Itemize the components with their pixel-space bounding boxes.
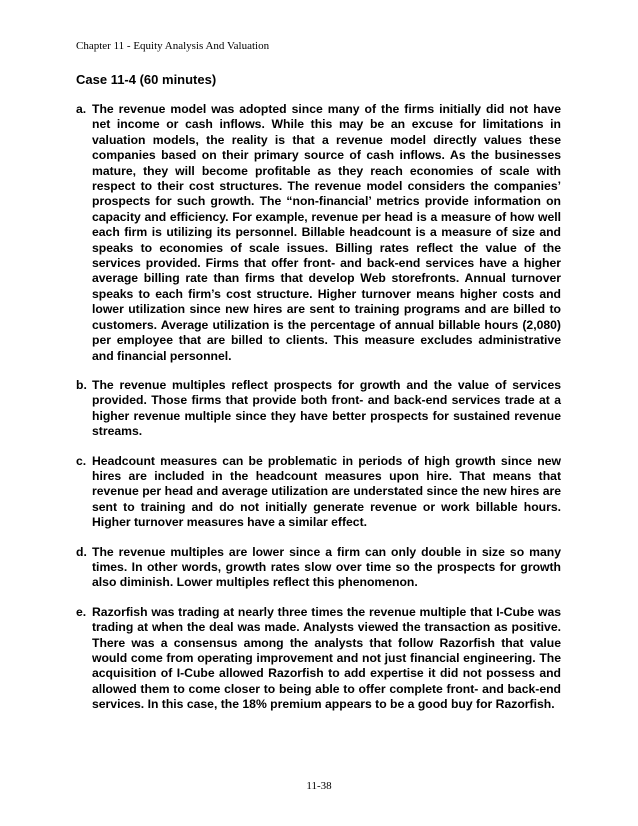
answer-a xyxy=(76,102,561,364)
answer-letter: a. xyxy=(76,102,87,116)
answer-letter: c. xyxy=(76,453,87,468)
answer-d xyxy=(76,545,561,591)
answer-e xyxy=(76,605,561,713)
page-number: 11-38 xyxy=(306,780,332,792)
answer-letter: d. xyxy=(76,544,87,559)
chapter-header: Chapter 11 - Equity Analysis And Valuation xyxy=(76,40,270,52)
answer-list xyxy=(76,102,561,727)
answer-text: Headcount measures can be problematic in periods of high growth since new hires are included in the headcount measures upon hire. That means that revenue per head and average utilization are understated since the new hires are sent to training and do not initially generate revenue or work billable hours. Higher turnover measures have a similar effect. xyxy=(92,453,561,530)
answer-letter: b. xyxy=(76,377,87,392)
case-title: Case 11-4 (60 minutes) xyxy=(76,72,217,87)
answer-letter: e. xyxy=(76,604,87,619)
answer-text: The revenue multiples are lower since a firm can only double in size so many times. In other words, growth rates slow over time so the prospects for growth also diminish. Lower multiples reflect this phenomenon. xyxy=(92,544,561,590)
answer-text: Razorfish was trading at nearly three times the revenue multiple that I-Cube was trading at when the deal was made. Analysts viewed the transaction as positive. There was a consensus among the analysts that follow Razorfish that value would come from operating improvement and not just financial engineering. The acquisition of I-Cube allowed Razorfish to add expertise it did not possess and allowed them to come closer to being able to offer complete front- and back-end services. In this case, the 18% premium appears to be a good buy for Razorfish. xyxy=(92,604,561,712)
answer-text: The revenue model was adopted since many of the firms initially did not have net income or cash inflows. While this may be an excuse for limitations in valuation models, the reality is that a revenue model directly values these companies based on their primary source of cash inflows. As the businesses mature, they will become profitable as they reach economies of scale with respect to their cost structures. The revenue model considers the companies’ prospects for such growth. The “non-financial’ metrics provide information on capacity and efficiency. For example, revenue per head is a measure of how well each firm is utilizing its personnel. Billable headcount is a measure of size and speaks to economies of scale issues. Billing rates reflect the value of the services provided. Firms that offer front- and back-end services have a higher average billing rate than firms that develop Web storefronts. Annual turnover speaks to each firm’s cost structure. Higher turnover means higher costs and lower utilization since new hires are sent to training programs and are billed to customers. Average utilization is the percentage of annual billable hours (2,080) per employee that are billed to clients. This measure excludes administrative and financial personnel. xyxy=(92,102,561,363)
answer-text: The revenue multiples reflect prospects for growth and the value of services provided. Those firms that provide both front- and back-end services trade at a higher revenue multiple since they have better prospects for sustained revenue streams. xyxy=(92,377,561,439)
answer-b xyxy=(76,378,561,440)
answer-c xyxy=(76,454,561,531)
